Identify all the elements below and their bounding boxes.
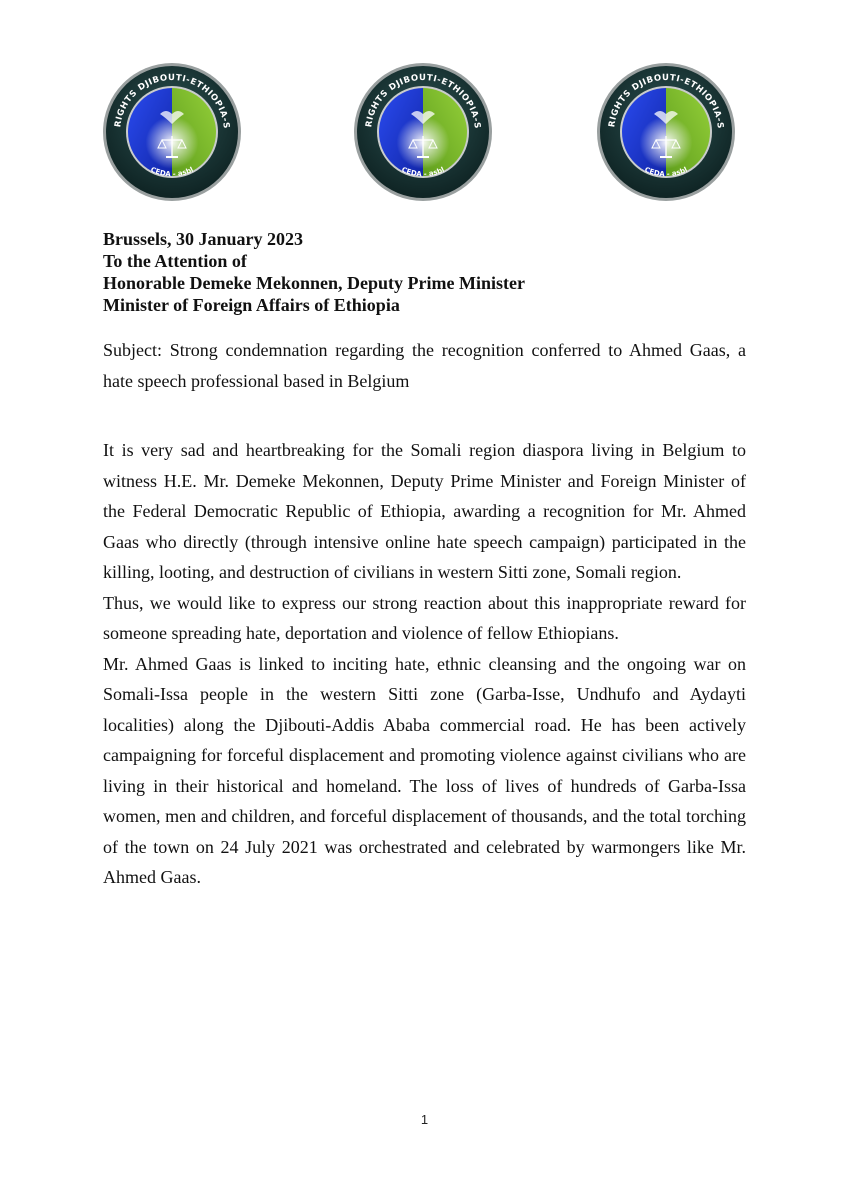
body-paragraph: It is very sad and heartbreaking for the Somali region diaspora living in Belgium to witness H.E. Mr. Demeke Mekonnen, Deputy Prime Minister and Foreign Minister of the Federal Democratic Republic of Ethiopia, awarding a recognition for Mr. Ahmed Gaas who directly (through intensive online hate speech campaign) participated in the killing, looting, and destruction of civilians in western Sitti zone, Somali region. [103, 440, 746, 582]
subject-line: Subject: Strong condemnation regarding the recognition conferred to Ahmed Gaas, a hate speech professional based in Belgium [103, 340, 746, 391]
body-paragraph: Mr. Ahmed Gaas is linked to inciting hate, ethnic cleansing and the ongoing war on Somali-Issa people in the western Sitti zone (Garba-Isse, Undhufo and Aydayti localities) along the Djibouti-Addis Ababa commercial road. He has been actively campaigning for forceful displacement and promoting violence against civilians who are living in their historical and homeland. The loss of lives of hundreds of Garba-Issa women, men and children, and forceful displacement of thousands, and the total torching of the town on 24 July 2021 was orchestrated and celebrated by warmongers like Mr. Ahmed Gaas. [103, 653, 746, 887]
organization-seal-logo [102, 62, 242, 202]
logo-row [0, 62, 849, 202]
svg-text:HUMAN RIGHTS DJIBOUTI-ETHIOPIA: RIGHTS DJIBOUTI-ETHIOPIA-S [113, 72, 231, 130]
addressee-line: Honorable Demeke Mekonnen, Deputy Prime Minister [103, 273, 525, 293]
svg-text:CEDA - asbl: CEDA - asbl [643, 165, 689, 179]
organization-seal-logo [353, 62, 493, 202]
svg-text:CEDA - asbl: CEDA - asbl [149, 165, 195, 179]
date-line: Brussels, 30 January 2023 [103, 229, 304, 249]
attention-line: To the Attention of [103, 251, 247, 271]
page-number: 1 [420, 1112, 429, 1127]
svg-text:CEDA - asbl: CEDA - asbl [400, 165, 446, 179]
letter-body [103, 435, 746, 893]
organization-seal-logo [596, 62, 736, 202]
svg-text:HUMAN RIGHTS DJIBOUTI-ETHIOPIA: RIGHTS DJIBOUTI-ETHIOPIA-S [607, 72, 725, 130]
body-paragraph: Thus, we would like to express our strong reaction about this inappropriate reward for someone spreading hate, deportation and violence of fellow Ethiopians. [103, 592, 746, 643]
addressee-title-line: Minister of Foreign Affairs of Ethiopia [103, 295, 400, 315]
letter-content [103, 228, 746, 893]
svg-text:HUMAN RIGHTS DJIBOUTI-ETHIOPIA: RIGHTS DJIBOUTI-ETHIOPIA-S [364, 72, 482, 130]
letter-header [103, 228, 746, 316]
